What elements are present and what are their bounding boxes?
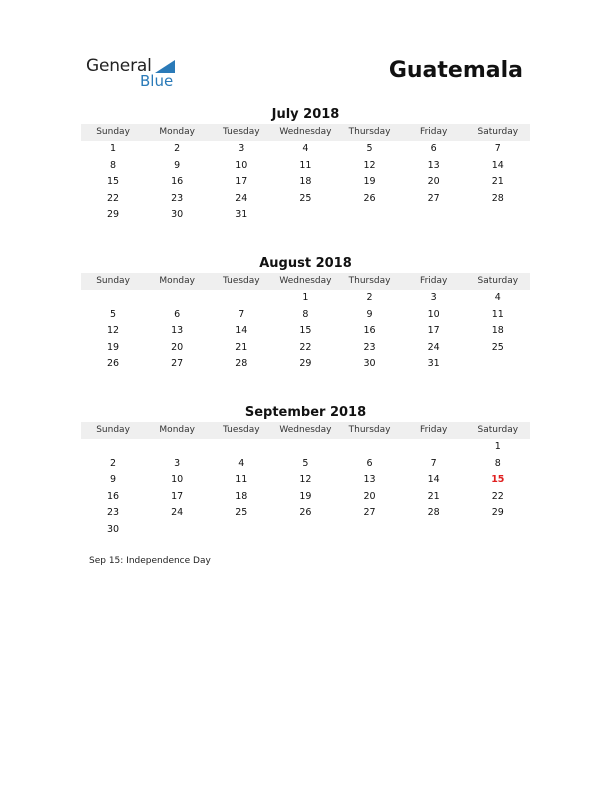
month-title: August 2018 <box>259 256 352 271</box>
day-cell: 18 <box>299 176 312 187</box>
weekday-label: Monday <box>159 425 195 435</box>
day-cell: 11 <box>299 159 312 171</box>
day-cell: 26 <box>107 358 120 369</box>
day-cell: 12 <box>299 474 312 485</box>
day-cell: 20 <box>171 341 184 353</box>
day-cell: 25 <box>491 341 504 353</box>
day-cell: 19 <box>107 341 120 353</box>
day-cell: 17 <box>235 176 248 187</box>
day-cell: 23 <box>107 507 120 518</box>
day-cell: 25 <box>299 192 312 204</box>
week-row <box>81 505 530 522</box>
weekday-header-row <box>81 422 530 439</box>
day-cell: 9 <box>174 159 181 171</box>
day-cell: 17 <box>427 325 440 336</box>
weekday-label: Thursday <box>348 425 391 435</box>
weekday-label: Sunday <box>96 276 130 286</box>
day-cell: 23 <box>363 341 376 353</box>
day-cell: 14 <box>427 474 440 485</box>
day-cell: 29 <box>299 358 312 369</box>
day-cell: 21 <box>235 341 248 353</box>
day-cell: 9 <box>110 474 117 485</box>
weekday-label: Saturday <box>477 127 519 137</box>
weekday-label: Tuesday <box>223 276 260 286</box>
day-cell: 31 <box>427 358 440 369</box>
day-cell <box>273 522 337 539</box>
day-cell: 14 <box>235 325 248 336</box>
day-cell <box>209 439 273 456</box>
day-cell: 24 <box>235 192 248 204</box>
day-cell: 2 <box>174 143 181 154</box>
weekday-label: Monday <box>159 276 195 286</box>
day-cell <box>338 439 402 456</box>
day-cell: 28 <box>235 358 248 369</box>
day-cell <box>145 290 209 307</box>
day-cell <box>145 439 209 456</box>
day-cell: 14 <box>491 159 504 171</box>
weekday-label: Tuesday <box>223 127 260 137</box>
week-row <box>81 323 530 340</box>
weekday-label: Sunday <box>96 127 130 137</box>
day-cell: 10 <box>235 159 248 171</box>
weekday-label: Wednesday <box>279 276 332 286</box>
day-cell: 8 <box>494 457 501 469</box>
day-cell: 6 <box>174 308 181 320</box>
day-cell: 1 <box>110 143 117 154</box>
day-cell <box>81 290 145 307</box>
week-row <box>81 158 530 175</box>
day-cell: 27 <box>363 507 376 518</box>
day-cell <box>466 522 530 539</box>
day-cell: 22 <box>107 192 120 204</box>
day-cell <box>466 207 530 224</box>
day-cell <box>273 207 337 224</box>
week-row <box>81 290 530 307</box>
day-cell <box>81 439 145 456</box>
day-cell: 8 <box>110 159 117 171</box>
month-calendar <box>81 107 530 224</box>
day-cell: 19 <box>299 490 312 502</box>
day-cell: 5 <box>110 308 117 320</box>
day-cell: 18 <box>235 490 248 502</box>
day-cell <box>273 439 337 456</box>
day-cell: 3 <box>238 143 245 154</box>
day-cell <box>338 207 402 224</box>
day-cell: 15 <box>107 176 120 187</box>
day-cell: 1 <box>494 441 501 452</box>
day-cell: 9 <box>366 308 373 320</box>
day-cell: 21 <box>427 490 440 502</box>
day-cell: 11 <box>491 308 504 320</box>
month-calendar <box>81 256 530 373</box>
day-cell: 21 <box>491 176 504 187</box>
day-cell: 5 <box>366 143 373 154</box>
day-cell: 30 <box>363 358 376 369</box>
day-cell: 28 <box>491 192 504 204</box>
day-cell: 3 <box>174 457 181 469</box>
day-cell: 28 <box>427 507 440 518</box>
day-cell <box>338 522 402 539</box>
day-cell: 17 <box>171 490 184 502</box>
day-cell: 30 <box>171 209 184 220</box>
weekday-header-row <box>81 273 530 290</box>
weekday-label: Tuesday <box>223 425 260 435</box>
month-title: September 2018 <box>244 405 367 420</box>
day-cell: 13 <box>171 325 184 336</box>
weekday-label: Friday <box>420 276 448 286</box>
day-cell: 13 <box>363 474 376 485</box>
day-cell: 7 <box>430 457 437 469</box>
month-title: July 2018 <box>271 107 340 122</box>
day-cell: 26 <box>363 192 376 204</box>
logo-text-general: General <box>86 56 152 76</box>
weekday-label: Thursday <box>348 127 391 137</box>
weekday-label: Thursday <box>348 276 391 286</box>
day-cell: 22 <box>299 341 312 353</box>
day-cell: 29 <box>491 507 504 518</box>
day-cell: 8 <box>302 308 309 320</box>
day-cell: 5 <box>302 457 309 469</box>
day-cell: 7 <box>494 143 501 154</box>
logo-text-blue: Blue <box>140 72 174 90</box>
day-cell: 29 <box>107 209 120 220</box>
week-row <box>81 340 530 357</box>
day-cell <box>145 522 209 539</box>
country-title: Guatemala <box>388 58 523 83</box>
day-cell: 16 <box>363 325 376 336</box>
day-cell <box>466 356 530 373</box>
day-cell: 2 <box>366 292 373 303</box>
month-calendar <box>81 405 530 538</box>
day-cell: 12 <box>107 325 120 336</box>
day-cell <box>402 439 466 456</box>
weekday-label: Saturday <box>477 425 519 435</box>
holiday-notes <box>89 556 211 566</box>
day-cell: 27 <box>171 358 184 369</box>
weekday-label: Saturday <box>477 276 519 286</box>
day-cell: 3 <box>430 292 437 303</box>
week-row <box>81 191 530 208</box>
day-cell: 12 <box>363 159 376 171</box>
day-cell: 15 <box>299 325 312 336</box>
day-cell: 10 <box>427 308 440 320</box>
day-cell: 18 <box>491 325 504 336</box>
week-row <box>81 141 530 158</box>
day-cell: 4 <box>494 292 501 303</box>
holiday-note: Sep 15: Independence Day <box>89 556 211 566</box>
week-row <box>81 489 530 506</box>
day-cell: 7 <box>238 308 245 320</box>
day-cell <box>209 522 273 539</box>
day-cell: 27 <box>427 192 440 204</box>
day-cell: 6 <box>430 143 437 154</box>
day-cell: 23 <box>171 192 184 204</box>
week-row <box>81 356 530 373</box>
day-cell: 30 <box>107 523 120 535</box>
weekday-label: Sunday <box>96 425 130 435</box>
weekday-label: Wednesday <box>279 425 332 435</box>
week-row <box>81 207 530 224</box>
day-cell: 19 <box>363 176 376 187</box>
day-cell: 11 <box>235 474 248 485</box>
day-cell: 16 <box>107 490 120 502</box>
week-row <box>81 174 530 191</box>
day-cell: 10 <box>171 474 184 485</box>
day-cell: 22 <box>491 490 504 502</box>
day-cell: 6 <box>366 457 373 469</box>
week-row <box>81 456 530 473</box>
week-row <box>81 307 530 324</box>
day-cell: 2 <box>110 457 117 469</box>
general-blue-logo <box>86 56 186 96</box>
day-cell: 25 <box>235 507 248 518</box>
weekday-header-row <box>81 124 530 141</box>
day-cell: 26 <box>299 507 312 518</box>
day-cell: 20 <box>363 490 376 502</box>
week-row <box>81 522 530 539</box>
weekday-label: Wednesday <box>279 127 332 137</box>
day-cell: 31 <box>235 209 248 220</box>
weekday-label: Monday <box>159 127 195 137</box>
day-cell: 1 <box>302 292 309 303</box>
week-row <box>81 439 530 456</box>
day-cell <box>402 207 466 224</box>
day-cell <box>402 522 466 539</box>
day-cell: 4 <box>238 457 245 469</box>
day-cell <box>209 290 273 307</box>
week-row <box>81 472 530 489</box>
day-cell: 20 <box>427 176 440 187</box>
day-cell: 24 <box>171 507 184 518</box>
day-cell: 13 <box>427 159 440 171</box>
day-cell: 16 <box>171 176 184 187</box>
weekday-label: Friday <box>420 127 448 137</box>
day-cell: 24 <box>427 341 440 353</box>
weekday-label: Friday <box>420 425 448 435</box>
day-cell: 4 <box>302 143 309 154</box>
holiday-day-cell: 15 <box>491 474 505 485</box>
